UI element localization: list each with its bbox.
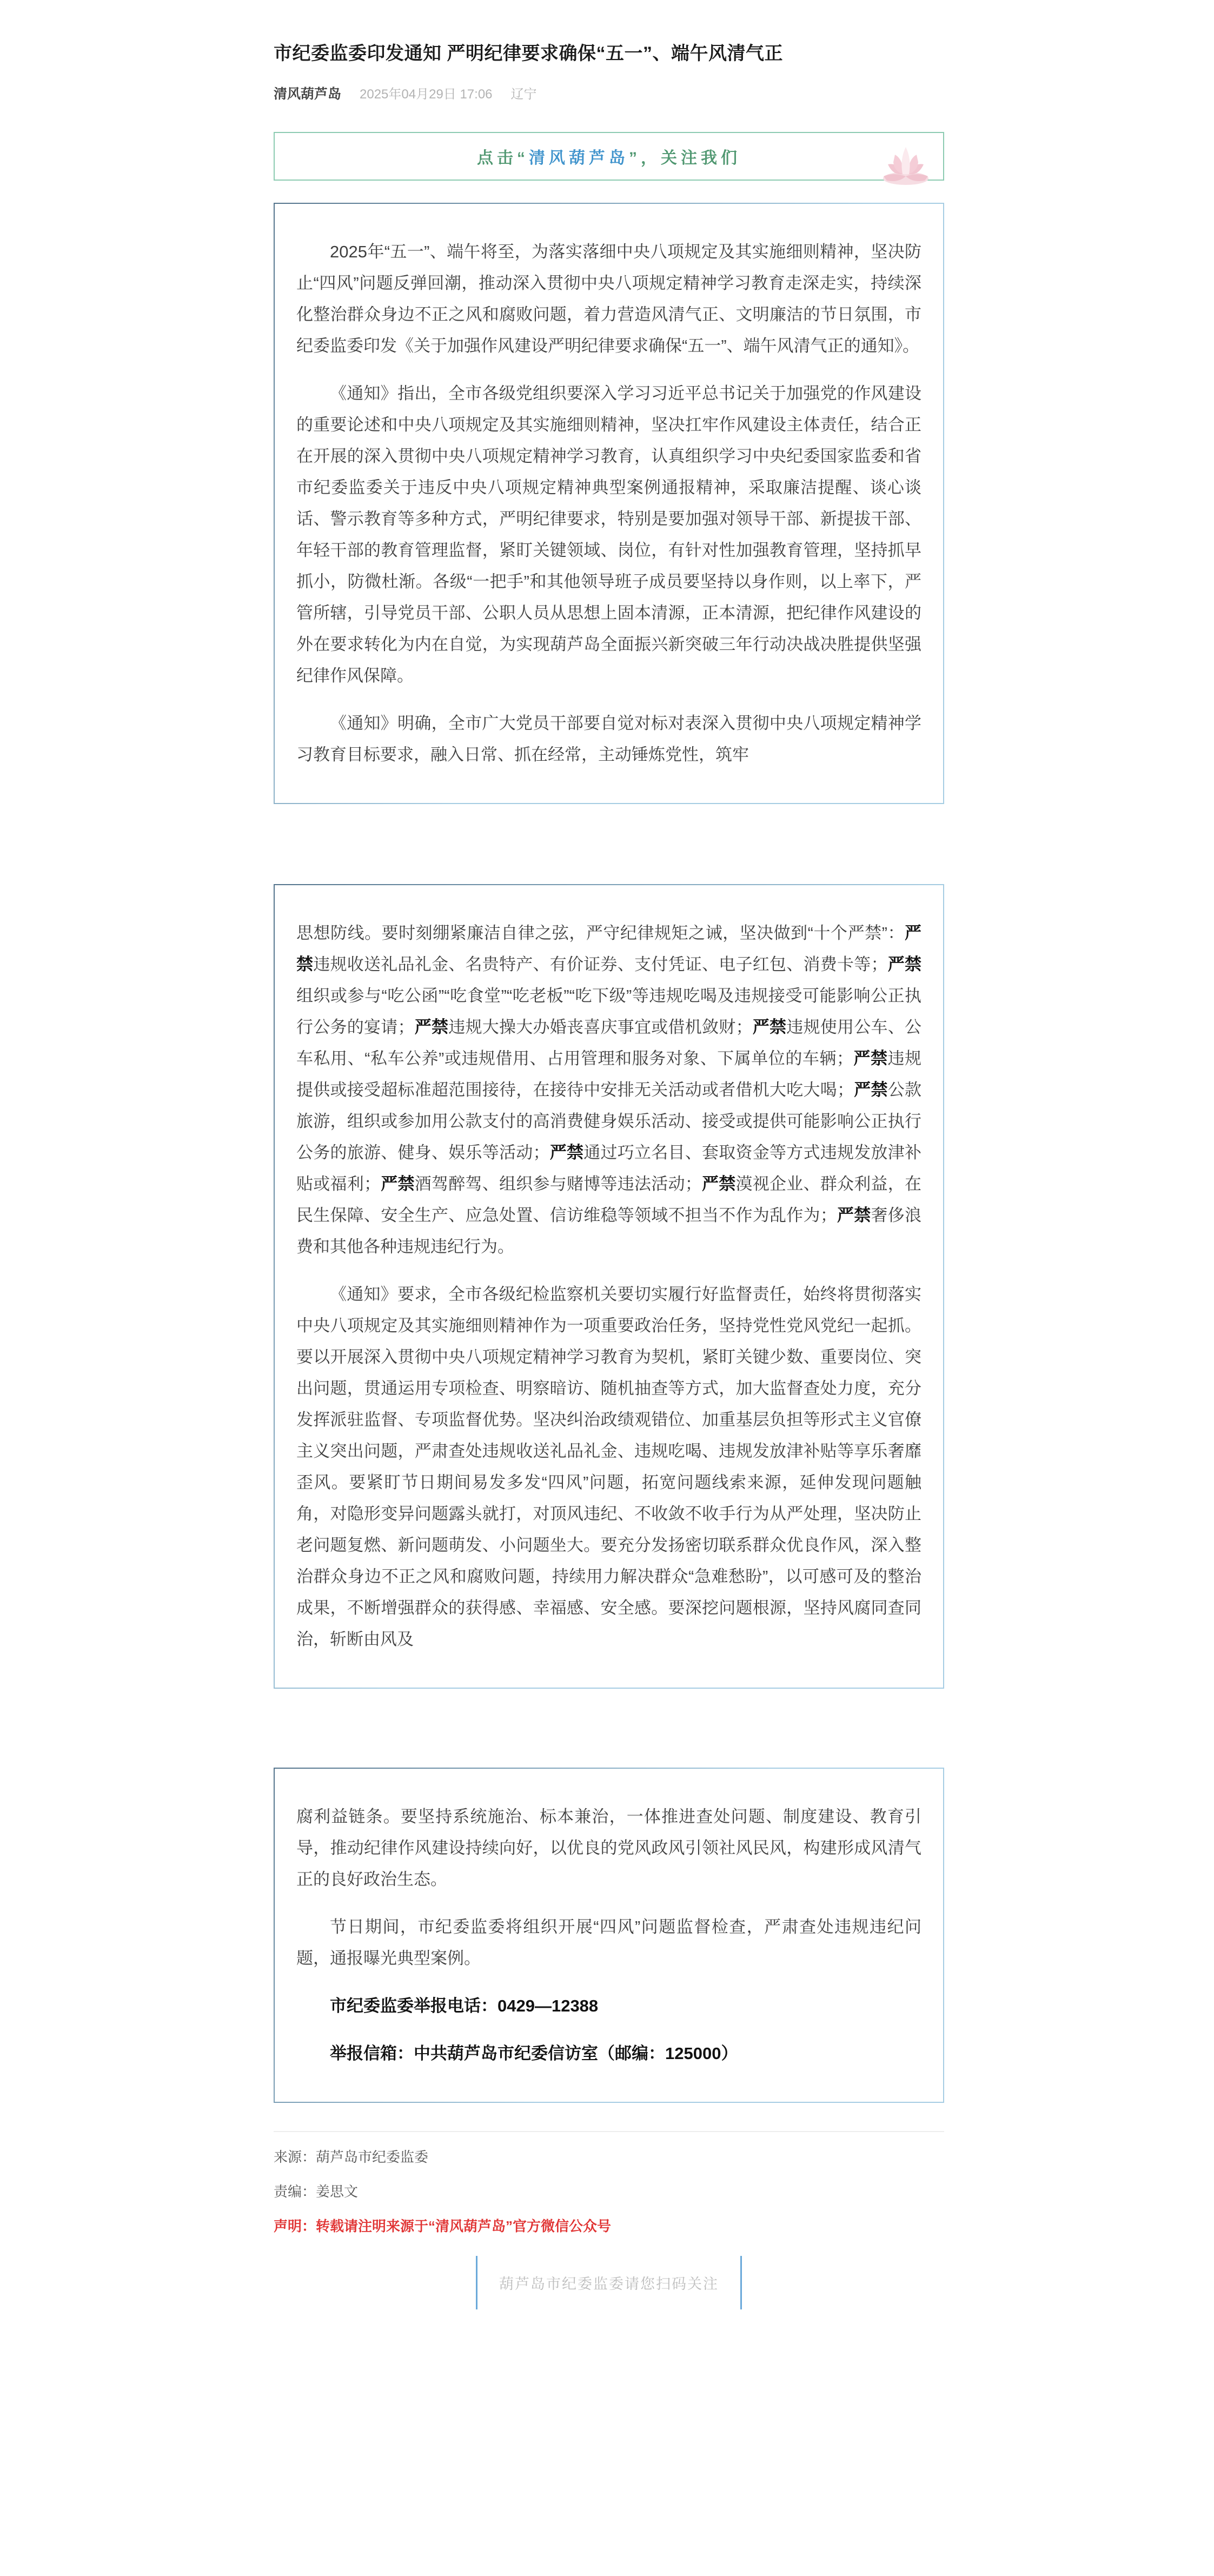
publish-location: 辽宁 bbox=[510, 87, 537, 102]
lotus-flower-icon bbox=[877, 141, 934, 188]
report-mailbox-line: 举报信箱：中共葫芦岛市纪委信访室（邮编：125000） bbox=[330, 2043, 738, 2063]
banner-text: 点击“清风葫芦岛”，关注我们 bbox=[477, 149, 741, 167]
source-line: 来源：葫芦岛市纪委监委 bbox=[274, 2148, 429, 2165]
follow-us-banner[interactable] bbox=[274, 132, 944, 181]
footer-divider bbox=[274, 2131, 944, 2132]
body-paragraph: 《通知》指出，全市各级党组织要深入学习习近平总书记关于加强党的作风建设的重要论述和中央八项规定及其实施细则精神，坚决扛牢作风建设主体责任，结合正在开展的深入贯彻中央八项规定精神学习教育，认真组织学习中央纪委国家监委和省市纪委监委关于违反中央八项规定精神典型案例通报精神，采取廉洁提醒、谈心谈话、警示教育等多种方式，严明纪律要求，特别是要加强对领导干部、新提拔干部、年轻干部的教育管理监督，紧盯关键领域、岗位，有针对性加强教育管理，坚持抓早抓小，防微杜渐。各级“一把手”和其他领导班子成员要坚持以身作则，以上率下，严管所辖，引导党员干部、公职人员从思想上固本清源，正本清源，把纪律作风建设的外在要求转化为内在自觉，为实现葫芦岛全面振兴新突破三年行动决战决胜提供坚强纪律作风保障。 bbox=[296, 383, 921, 685]
body-paragraph: 思想防线。要时刻绷紧廉洁自律之弦，严守纪律规矩之诫，坚决做到“十个严禁”：严禁违规收送礼品礼金、名贵特产、有价证券、支付凭证、电子红包、消费卡等；严禁组织或参与“吃公函”“吃食堂”“吃老板”“吃下级”等违规吃喝及违规接受可能影响公正执行公务的宴请；严禁违规大操大办婚丧喜庆事宜或借机敛财；严禁违规使用公车、公车私用、“私车公养”或违规借用、占用管理和服务对象、下属单位的车辆；严禁违规提供或接受超标准超范围接待，在接待中安排无关活动或者借机大吃大喝；严禁公款旅游，组织或参加用公款支付的高消费健身娱乐活动、接受或提供可能影响公正执行公务的旅游、健身、娱乐等活动；严禁通过巧立名目、套取资金等方式违规发放津补贴或福利；严禁酒驾醉驾、组织参与赌博等违法活动；严禁漠视企业、群众利益，在民生保障、安全生产、应急处置、信访维稳等领域不担当不作为乱作为；严禁奢侈浪费和其他各种违规违纪行为。 bbox=[296, 923, 922, 1256]
publish-datetime: 2025年04月29日 17:06 bbox=[360, 87, 493, 102]
notice-section-1 bbox=[274, 203, 944, 804]
account-name-link[interactable]: 清风葫芦岛 bbox=[274, 86, 342, 102]
page-title: 市纪委监委印发通知 严明纪律要求确保“五一”、端午风清气正 bbox=[274, 43, 783, 64]
copyright-statement: 声明：转载请注明来源于“清风葫芦岛”官方微信公众号 bbox=[274, 2218, 612, 2235]
report-phone-line: 市纪委监委举报电话：0429—12388 bbox=[330, 1996, 599, 2015]
byline bbox=[274, 83, 944, 103]
editor-line: 责编：姜思文 bbox=[274, 2183, 359, 2200]
body-paragraph: 《通知》明确，全市广大党员干部要自觉对标对表深入贯彻中央八项规定精神学习教育目标要求，融入日常、抓在经常，主动锤炼党性，筑牢 bbox=[296, 713, 921, 764]
body-paragraph: 2025年“五一”、端午将至，为落实落细中央八项规定及其实施细则精神，坚决防止“四风”问题反弹回潮，推动深入贯彻中央八项规定精神学习教育走深走实，持续深化整治群众身边不正之风和腐败问题，着力营造风清气正、文明廉洁的节日氛围，市纪委监委印发《关于加强作风建设严明纪律要求确保“五一”、端午风清气正的通知》。 bbox=[296, 242, 921, 355]
body-paragraph: 腐利益链条。要坚持系统施治、标本兼治，一体推进查处问题、制度建设、教育引导，推动纪律作风建设持续向好，以优良的党风政风引领社风民风，构建形成风清气正的良好政治生态。 bbox=[296, 1807, 921, 1889]
qr-follow-caption: 葫芦岛市纪委监委请您扫码关注 bbox=[476, 2256, 742, 2309]
article bbox=[274, 0, 944, 2309]
notice-section-3 bbox=[274, 1768, 944, 2103]
qr-caption-row bbox=[274, 2256, 944, 2309]
body-paragraph: 节日期间，市纪委监委将组织开展“四风”问题监督检查，严肃查处违规违纪问题，通报曝光典型案例。 bbox=[296, 1917, 921, 1968]
body-paragraph: 《通知》要求，全市各级纪检监察机关要切实履行好监督责任，始终将贯彻落实中央八项规定及其实施细则精神作为一项重要政治任务，坚持党性党风党纪一起抓。要以开展深入贯彻中央八项规定精神学习教育为契机，紧盯关键少数、重要岗位、突出问题，贯通运用专项检查、明察暗访、随机抽查等方式，加大监督查处力度，充分发挥派驻监督、专项监督优势。坚决纠治政绩观错位、加重基层负担等形式主义官僚主义突出问题，严肃查处违规收送礼品礼金、违规吃喝、违规发放津补贴等享乐奢靡歪风。要紧盯节日期间易发多发“四风”问题，拓宽问题线索来源，延伸发现问题触角，对隐形变异问题露头就打，对顶风违纪、不收敛不收手行为从严处理，坚决防止老问题复燃、新问题萌发、小问题坐大。要充分发扬密切联系群众优良作风，深入整治群众身边不正之风和腐败问题，持续用力解决群众“急难愁盼”，以可感可及的整治成果，不断增强群众的获得感、幸福感、安全感。要深挖问题根源，坚持风腐同查同治，斩断由风及 bbox=[296, 1284, 921, 1649]
notice-section-2 bbox=[274, 884, 944, 1689]
